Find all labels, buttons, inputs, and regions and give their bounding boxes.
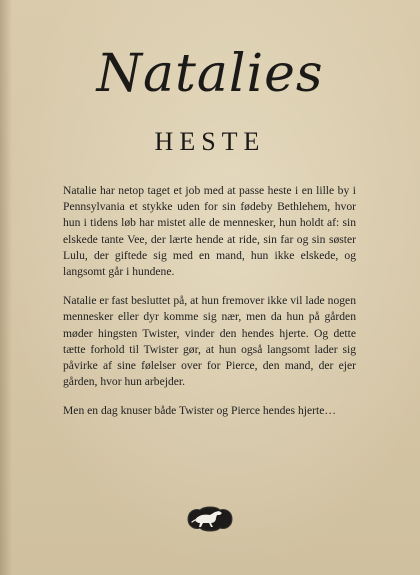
blurb-text: [63, 183, 356, 433]
horse-emblem-icon: [182, 503, 238, 535]
blurb-paragraph-1: Natalie har netop taget et job med at passe heste i en lille by i Pennsylvania et stykke uden for sin fødeby Bethlehem, hvor hun i tidens løb har mistet alle de mennesker, hun holdt af: sin elskede tante Vee, der lærte hende at ride, sin far og sin søster Lulu, der giftede sig med en mand, hun ikke elskede, og langsomt går i hundene.: [63, 184, 356, 279]
book-title-script: Natalies: [96, 44, 324, 104]
book-title-caps: HESTE: [154, 127, 266, 156]
blurb-paragraph-2: Natalie er fast besluttet på, at hun fremover ikke vil lade nogen mennesker eller dyr komme sig nær, men da hun på gården møder hingsten Twister, vinder den hendes hjerte. Og dette tætte forhold til Twister gør, at hun også langsomt lader sig påvirke af sine følelser over for Pierce, den mand, der ejer gården, hvor hun arbejder.: [63, 294, 356, 389]
blurb-paragraph-3: Men en dag knuser både Twister og Pierce hendes hjerte…: [63, 404, 336, 418]
